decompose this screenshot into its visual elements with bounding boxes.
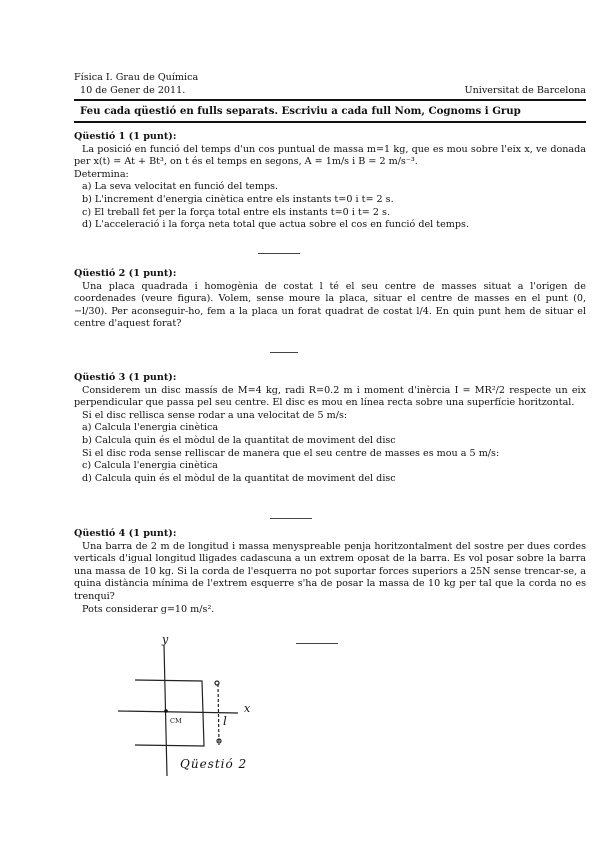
- instructions: Feu cada qüestió en fulls separats. Escriviu a cada full Nom, Cognoms i Grup: [80, 105, 521, 117]
- question-item: b) Calcula quin és el mòdul de la quantitat de moviment del disc: [82, 434, 396, 446]
- question-item: a) Calcula l'energia cinètica: [82, 422, 219, 434]
- question-item: a) La seva velocitat en funció del temps.: [82, 181, 279, 193]
- arrow-head-top: [215, 681, 219, 685]
- question-item: d) L'acceleració i la força neta total que actua sobre el cos en funció del temps.: [82, 219, 469, 231]
- question-item: c) El treball fet per la força total entre els instants t=0 i t= 2 s.: [82, 206, 390, 218]
- center-of-mass-dot: [164, 709, 168, 713]
- l-dimension-arrow: [218, 684, 219, 745]
- course-title: Física I. Grau de Química: [74, 72, 199, 83]
- question-item: Si el disc roda sense relliscar de manera que el seu centre de masses es mou a 5 m/s:: [82, 447, 500, 459]
- y-axis-label: y: [162, 633, 169, 646]
- question-text: Determina:: [74, 168, 129, 180]
- cm-label: CM: [170, 717, 182, 725]
- figure-caption: Qüestió 2: [180, 757, 248, 771]
- university-name: Universitat de Barcelona: [464, 85, 586, 96]
- question-title: Qüestió 4 (1 punt):: [74, 528, 177, 539]
- question-text: Considerem un disc massís de M=4 kg, radi R=0.2 m i moment d'inèrcia I = MR²/2 respecte un eix perpendicular que passa pel seu centre. El disc es mou en línea recta sobre una superfície horitzontal.: [74, 384, 586, 409]
- question-item: d) Calcula quin és el mòdul de la quantitat de moviment del disc: [82, 472, 396, 484]
- question-text: Pots considerar g=10 m/s².: [82, 603, 215, 615]
- question-item: b) L'increment d'energia cinètica entre els instants t=0 i t= 2 s.: [82, 193, 394, 205]
- question-text: Una barra de 2 m de longitud i massa menyspreable penja horitzontalment del sostre per dues cordes verticals d'igual longitud lligades cadascuna a un extrem oposat de la barra. Es vol posar sobre la barra una massa de 10 kg. Si la corda de l'esquerra no pot suportar forces superiors a 25N sense trencar-se, a quina distància mínima de l'extrem esquerre s'ha de posar la massa de 10 kg per tal que la corda no es trenqui?: [74, 540, 586, 602]
- x-axis-label: x: [244, 702, 251, 715]
- question-title: Qüestió 3 (1 punt):: [74, 372, 177, 383]
- question-item: c) Calcula l'energia cinètica: [82, 460, 218, 472]
- question-text: La posició en funció del temps d'un cos puntual de massa m=1 kg, que es mou sobre l'eix x, ve donada per x(t) = At + Bt³, on t és el temps en segons, A = 1m/s i B = 2 m/s⁻³.: [74, 143, 586, 168]
- question-title: Qüestió 2 (1 punt):: [74, 268, 177, 279]
- x-axis: [118, 711, 238, 713]
- question-text: Una placa quadrada i homogènia de costat l té el seu centre de masses situat a l'origen de coordenades (veure figura). Volem, sense moure la placa, situar el centre de masses en el punt (0, −l/30). Per aconseguir-ho, fem a la placa un forat quadrat de costat l/4. En quin punt hem de situar el centre d'aquest forat?: [74, 280, 586, 330]
- l-label: l: [223, 714, 227, 728]
- exam-date: 10 de Gener de 2011.: [80, 85, 186, 96]
- question-title: Qüestió 1 (1 punt):: [74, 131, 177, 142]
- question-item: Si el disc rellisca sense rodar a una velocitat de 5 m/s:: [82, 409, 348, 421]
- square-plate: [135, 680, 204, 746]
